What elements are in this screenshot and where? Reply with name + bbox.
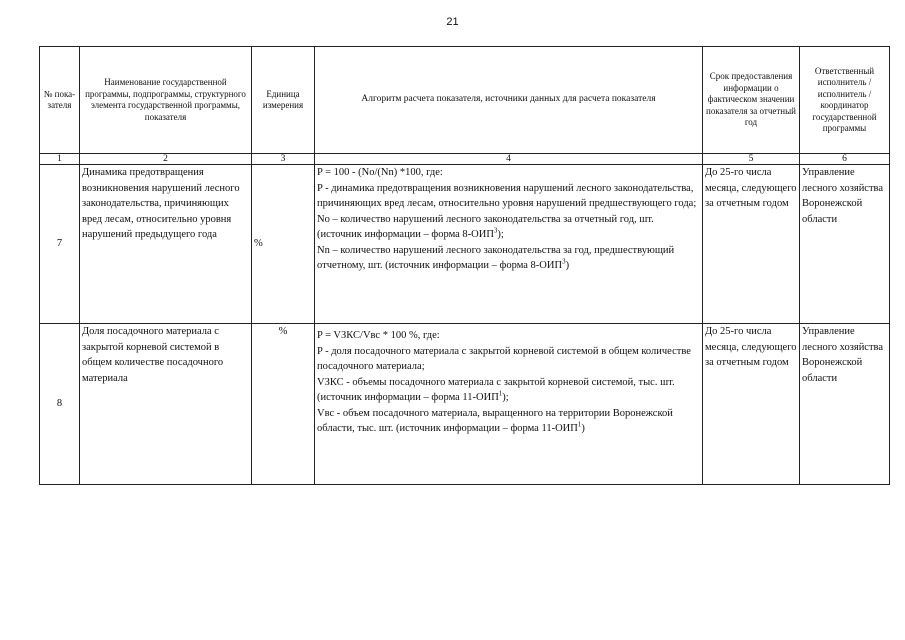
row-number: 7 [40,165,80,324]
footnote-mark: 3 [493,226,498,235]
column-number-row [40,154,890,165]
responsible-cell: Управление лесного хозяйства Воронежской области [800,165,890,324]
column-number: 1 [40,154,80,165]
header-program-name: Наименование государственной программы, подпрограммы, структурного элемента государственной программы, показателя [80,47,252,154]
indicator-table [39,46,890,485]
footnote-mark: 1 [577,420,582,429]
deadline-cell: До 25-го числа месяца, следующего за отчетным годом [703,165,800,324]
column-number: 5 [703,154,800,165]
formula-definition: P - доля посадочного материала с закрытой корневой системой в общем количестве посадочного материала; [317,345,691,372]
formula-term: No – количество нарушений лесного законодательства за отчетный год, шт. (источник информации – форма 8-ОИП$^3$); [317,213,654,240]
table-row [40,324,890,485]
indicator-name: Доля посадочного материала с закрытой корневой системой в общем количестве посадочного материала [80,324,252,485]
formula-term: VЗКС - объемы посадочного материала с закрытой корневой системой, тыс. шт. (источник информации – форма 11-ОИП$^1$); [317,376,675,403]
indicator-name: Динамика предотвращения возникновения нарушений лесного законодательства, причиняющих вред лесам, относительно уровня нарушений предыдущего года [80,165,252,324]
footnote-mark: 1 [498,389,503,398]
algorithm-cell [315,165,703,324]
row-number: 8 [40,324,80,485]
formula: P = 100 - (No/(Nn) *100, где: [317,167,443,178]
header-responsible: Ответственный исполнитель / исполнитель / координатор государственной программы [800,47,890,154]
responsible-cell: Управление лесного хозяйства Воронежской области [800,324,890,485]
header-deadline: Срок предоставления информации о фактическом значении показателя за отчетный год [703,47,800,154]
column-number: 4 [315,154,703,165]
unit-cell: % [252,324,315,485]
footnote-mark: 3 [562,257,566,266]
deadline-cell: До 25-го числа месяца, следующего за отчетным годом [703,324,800,485]
column-number: 2 [80,154,252,165]
header-algorithm: Алгоритм расчета показателя, источники данных для расчета показателя [315,47,703,154]
header-unit: Единица измерения [252,47,315,154]
algorithm-cell [315,324,703,485]
header-indicator-number: № пока-зателя [40,47,80,154]
column-number: 3 [252,154,315,165]
formula-definition: P - динамика предотвращения возникновения нарушений лесного законодательства, причиняющих вред лесам, относительно уровня нарушений предшествующего года; [317,182,697,209]
formula: P = VЗКС/Vвс * 100 %, где: [317,330,440,341]
table-header-row [40,47,890,154]
formula-term: Nn – количество нарушений лесного законодательства за год, предшествующий отчетному, шт. (источник информации – форма 8-ОИП$^3$) [317,244,675,271]
unit-cell: % [252,165,315,324]
page-number: 21 [446,16,459,28]
formula-term: Vвс - объем посадочного материала, выращенного на территории Воронежской области, тыс. шт. (источник информации – форма 11-ОИП$^1$) [317,407,673,434]
column-number: 6 [800,154,890,165]
table-row [40,165,890,324]
